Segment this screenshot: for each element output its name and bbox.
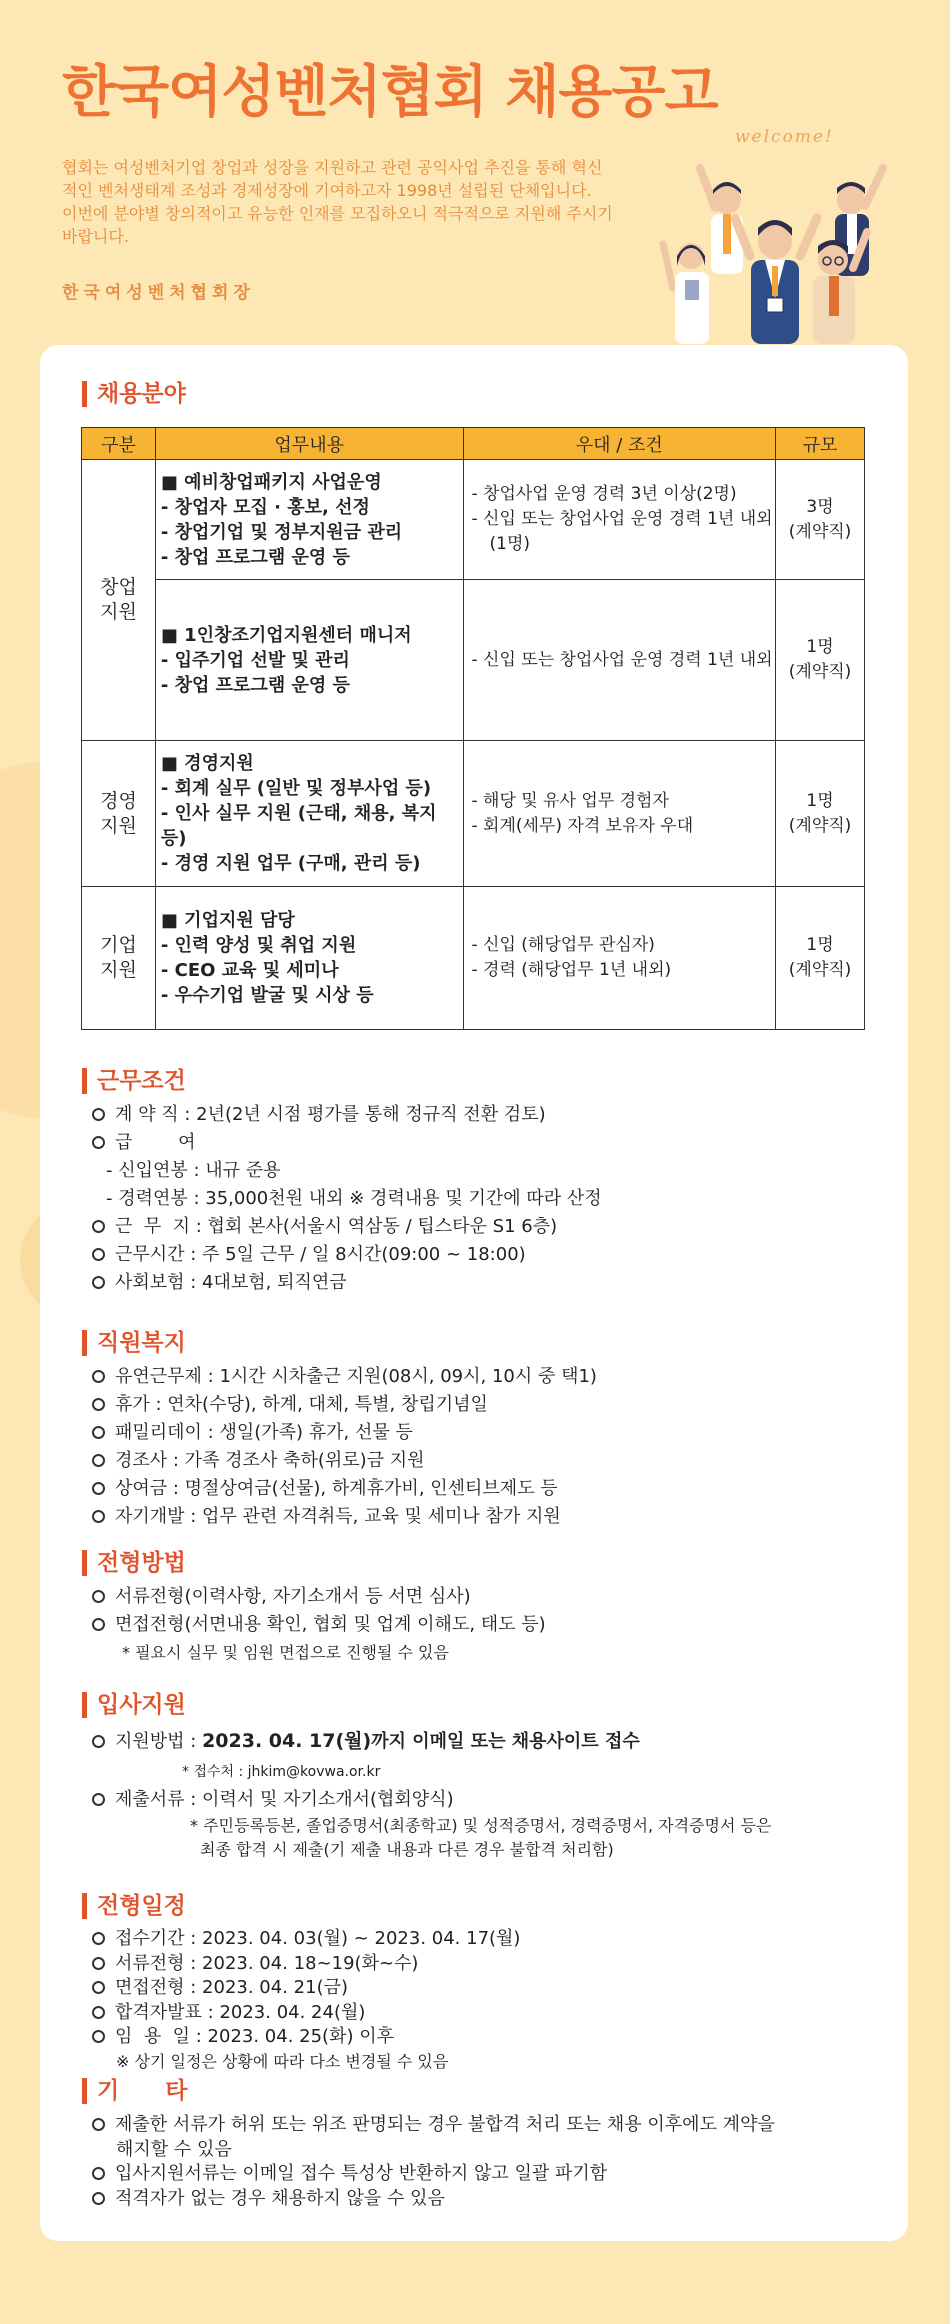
table-header-row — [82, 428, 865, 460]
condition-cell — [463, 887, 776, 1030]
list-subitem: - 경력연봉 : 35,000천원 내외 ※ 경력내용 및 기간에 따라 산정 — [106, 1188, 602, 1209]
table-header-cell: 우대 / 조건 — [463, 428, 776, 460]
list-item-text: 경조사 : 가족 경조사 축하(위로)금 지원 — [115, 1450, 425, 1471]
list-item-text: 합격자발표 : 2023. 04. 24(월) — [115, 2001, 366, 2023]
condition-line: - 해당 및 유사 업무 경험자 — [471, 790, 669, 811]
list-item-text: 적격자가 없는 경우 채용하지 않을 수 있음 — [115, 2187, 445, 2209]
duty-line: - CEO 교육 및 세미나 — [160, 960, 339, 981]
circle-bullet-icon — [92, 1793, 105, 1806]
circle-bullet-icon — [92, 1618, 105, 1631]
condition-line: - 신입 (해당업무 관심자) — [471, 935, 655, 955]
table-row — [82, 460, 865, 580]
list-item-text: 상여금 : 명절상여금(선물), 하계휴가비, 인센티브제도 등 — [115, 1478, 558, 1499]
list-item-continued: 해지할 수 있음 — [116, 2138, 232, 2160]
apply-docs-note: * 주민등록등본, 졸업증명서(최종학교) 및 성적증명서, 경력증명서, 자격증명서 등은 — [190, 1816, 772, 1835]
circle-bullet-icon — [92, 1590, 105, 1603]
person-illustration — [735, 218, 817, 344]
person-illustration — [663, 243, 709, 344]
intro-line: 적인 벤처생태계 조성과 경제성장에 기여하고자 1998년 설립된 단체입니다. — [62, 181, 592, 200]
process-note: * 필요시 실무 및 임원 면접으로 진행될 수 있음 — [122, 1643, 449, 1662]
intro-line: 이번에 분야별 창의적이고 유능한 인재를 모집하오니 적극적으로 지원해 주시기 — [62, 204, 613, 223]
circle-bullet-icon — [92, 1957, 105, 1970]
list-item — [92, 1927, 520, 1952]
condition-cell — [463, 460, 776, 580]
list-item — [92, 1391, 597, 1419]
list-item-text: 근 무 지 : 협회 본사(서울시 역삼동 / 팁스타운 S1 6층) — [115, 1216, 558, 1237]
list-item — [92, 1727, 771, 1756]
list-item — [92, 1611, 546, 1639]
schedule-note: ※ 상기 일정은 상황에 따라 다소 변경될 수 있음 — [116, 2051, 449, 2071]
circle-bullet-icon — [92, 1370, 105, 1383]
list-item — [92, 1583, 546, 1611]
duty-line: - 인력 양성 및 취업 지원 — [160, 935, 357, 956]
circle-bullet-icon — [92, 2006, 105, 2019]
category-cell — [82, 741, 156, 887]
duty-line: - 창업 프로그램 운영 등 — [160, 674, 350, 696]
circle-bullet-icon — [92, 2167, 105, 2180]
duty-cell — [155, 580, 463, 741]
list-item-text: 제출서류 : 이력서 및 자기소개서(협회양식) — [115, 1789, 454, 1810]
duty-line: - 입주기업 선발 및 관리 — [160, 649, 350, 671]
duty-line: ■ 경영지원 — [160, 753, 254, 774]
list-item-text: 접수기간 : 2023. 04. 03(월) ~ 2023. 04. 17(월) — [115, 1928, 521, 1949]
intro-line: 협회는 여성벤처기업 창업과 성장을 지원하고 관련 공익사업 추진을 통해 혁신 — [62, 158, 603, 177]
circle-bullet-icon — [92, 1981, 105, 1994]
schedule-list — [92, 1927, 520, 2074]
list-item — [92, 1101, 602, 1129]
scale-cell — [776, 460, 865, 580]
intro-text — [62, 156, 682, 248]
circle-bullet-icon — [92, 2030, 105, 2043]
condition-line: - 회계(세무) 자격 보유자 우대 — [471, 815, 694, 836]
list-item-text: 서류전형(이력사항, 자기소개서 등 서면 심사) — [115, 1586, 471, 1607]
scale-label: 1명 (계약직) — [788, 637, 852, 682]
condition-cell — [463, 741, 776, 887]
list-item-text: 유연근무제 : 1시간 시차출근 지원(08시, 09시, 10시 중 택1) — [115, 1366, 597, 1387]
welcome-text: welcome! — [735, 127, 834, 147]
circle-bullet-icon — [92, 1398, 105, 1411]
apply-site-text: 채용사이트 접수 — [511, 1731, 640, 1752]
list-item — [92, 2113, 775, 2138]
duty-line: - 인사 실무 지원 (근태, 채용, 복지 등) — [160, 803, 437, 849]
recruit-table — [81, 427, 865, 1030]
table-header-cell: 구분 — [82, 428, 156, 460]
apply-method-label: 지원방법 : — [115, 1731, 203, 1752]
list-item-text: 임 용 일 : 2023. 04. 25(화) 이후 — [115, 2026, 394, 2047]
table-header-cell: 규모 — [776, 428, 865, 460]
list-item — [92, 1447, 597, 1475]
circle-bullet-icon — [92, 1108, 105, 1121]
list-item — [92, 1503, 597, 1531]
duty-line: - 우수기업 발굴 및 시상 등 — [160, 985, 374, 1006]
circle-bullet-icon — [92, 1454, 105, 1467]
category-label: 기업 지원 — [100, 934, 137, 981]
scale-cell — [776, 887, 865, 1030]
condition-cell — [463, 580, 776, 741]
duty-line: ■ 예비창업패키지 사업운영 — [160, 471, 382, 493]
scale-label: 1명 (계약직) — [788, 935, 852, 980]
condition-line: - 창업사업 운영 경력 3년 이상(2명) — [471, 484, 737, 504]
apply-method-text: 까지 이메일 또는 — [371, 1731, 512, 1752]
list-item-text: 제출한 서류가 허위 또는 위조 판명되는 경우 불합격 처리 또는 채용 이후에도 계약을 — [115, 2114, 775, 2135]
section-title-etc: 기 타 — [82, 2078, 187, 2104]
section-title-recruit: 채용분야 — [82, 381, 186, 407]
list-item-text: 급 여 — [115, 1132, 196, 1153]
section-title-schedule: 전형일정 — [82, 1893, 186, 1919]
signature: 한국여성벤처협회장 — [62, 283, 255, 303]
duty-cell — [155, 741, 463, 887]
list-item — [92, 1213, 602, 1241]
circle-bullet-icon — [92, 1136, 105, 1149]
table-row — [82, 887, 865, 1030]
list-item — [92, 2187, 775, 2212]
section-title-welfare: 직원복지 — [82, 1330, 186, 1356]
apply-email-note: * 접수처 : jhkim@kovwa.or.kr — [182, 1764, 381, 1780]
duty-line: - 창업 프로그램 운영 등 — [160, 546, 350, 568]
condition-line: - 경력 (해당업무 1년 내외) — [471, 960, 672, 980]
circle-bullet-icon — [92, 1426, 105, 1439]
list-subitem: - 신입연봉 : 내규 준용 — [106, 1160, 281, 1181]
list-item — [92, 2162, 775, 2187]
list-item — [92, 1952, 520, 1977]
list-item — [92, 1475, 597, 1503]
apply-docs-note: 최종 합격 시 제출(기 제출 내용과 다른 경우 불합격 처리함) — [200, 1840, 614, 1859]
circle-bullet-icon — [92, 1510, 105, 1523]
etc-list — [92, 2113, 775, 2211]
category-label: 경영 지원 — [100, 789, 137, 837]
scale-label: 1명 (계약직) — [788, 790, 852, 836]
list-item-text: 자기개발 : 업무 관련 자격취득, 교육 및 세미나 참가 지원 — [115, 1506, 561, 1527]
condition-line: - 신입 또는 창업사업 운영 경력 1년 내외(1명) — [471, 509, 773, 554]
section-title-conditions: 근무조건 — [82, 1068, 186, 1094]
circle-bullet-icon — [92, 1220, 105, 1233]
list-item — [92, 1129, 602, 1157]
circle-bullet-icon — [92, 2118, 105, 2131]
list-item — [92, 1976, 520, 2001]
list-item-text: 면접전형(서면내용 확인, 협회 및 업계 이해도, 태도 등) — [115, 1614, 546, 1635]
duty-line: - 창업기업 및 정부지원금 관리 — [160, 521, 403, 543]
list-item-text: 면접전형 : 2023. 04. 21(금) — [115, 1977, 348, 1998]
list-item — [92, 2025, 520, 2050]
scale-cell — [776, 580, 865, 741]
circle-bullet-icon — [92, 1932, 105, 1945]
conditions-list — [92, 1101, 602, 1297]
list-item-text: 서류전형 : 2023. 04. 18~19(화~수) — [115, 1952, 419, 1974]
process-list — [92, 1583, 546, 1667]
duty-line: ■ 1인창조기업지원센터 매니저 — [160, 624, 412, 646]
list-item-text: 패밀리데이 : 생일(가족) 휴가, 선물 등 — [115, 1422, 413, 1443]
circle-bullet-icon — [92, 1248, 105, 1261]
apply-list — [92, 1727, 771, 1862]
intro-line: 바랍니다. — [62, 227, 129, 246]
list-item — [92, 1786, 771, 1814]
duty-line: - 회계 실무 (일반 및 정부사업 등) — [160, 778, 432, 799]
apply-deadline: 2023. 04. 17(월) — [202, 1730, 372, 1752]
duty-line: - 창업자 모집 · 홍보, 선정 — [160, 496, 370, 518]
list-item — [92, 2001, 520, 2026]
duty-cell — [155, 460, 463, 580]
list-item — [92, 1419, 597, 1447]
scale-label: 3명 (계약직) — [788, 496, 852, 542]
person-illustration — [813, 232, 867, 344]
list-item-text: 입사지원서류는 이메일 접수 특성상 반환하지 않고 일괄 파기함 — [115, 2163, 608, 2184]
condition-line: - 신입 또는 창업사업 운영 경력 1년 내외 — [471, 649, 773, 670]
category-cell — [82, 460, 156, 741]
list-item-text: 근무시간 : 주 5일 근무 / 일 8시간(09:00 ~ 18:00) — [115, 1244, 526, 1265]
circle-bullet-icon — [92, 1276, 105, 1289]
circle-bullet-icon — [92, 1482, 105, 1495]
duty-line: ■ 기업지원 담당 — [160, 910, 295, 931]
list-item-text: 휴가 : 연차(수당), 하계, 대체, 특별, 창립기념일 — [115, 1394, 488, 1415]
table-row — [82, 741, 865, 887]
category-label: 창업 지원 — [100, 576, 137, 623]
circle-bullet-icon — [92, 1735, 105, 1748]
welfare-list — [92, 1363, 597, 1531]
page-title: 한국여성벤처협회 채용공고 — [62, 60, 718, 125]
section-title-process: 전형방법 — [82, 1550, 186, 1576]
circle-bullet-icon — [92, 2192, 105, 2205]
table-header-cell: 업무내용 — [155, 428, 463, 460]
duty-cell — [155, 887, 463, 1030]
content-card — [40, 345, 908, 2241]
category-cell — [82, 887, 156, 1030]
table-row — [82, 580, 865, 741]
cheering-people-illustration — [655, 148, 910, 344]
list-item-text: 계 약 직 : 2년(2년 시점 평가를 통해 정규직 전환 검토) — [115, 1104, 546, 1125]
list-item — [92, 1241, 602, 1269]
list-item — [92, 1363, 597, 1391]
scale-cell — [776, 741, 865, 887]
duty-line: - 경영 지원 업무 (구매, 관리 등) — [160, 853, 421, 874]
list-item-text: 사회보험 : 4대보험, 퇴직연금 — [115, 1272, 347, 1293]
list-item — [92, 1269, 602, 1297]
section-title-apply: 입사지원 — [82, 1692, 186, 1718]
